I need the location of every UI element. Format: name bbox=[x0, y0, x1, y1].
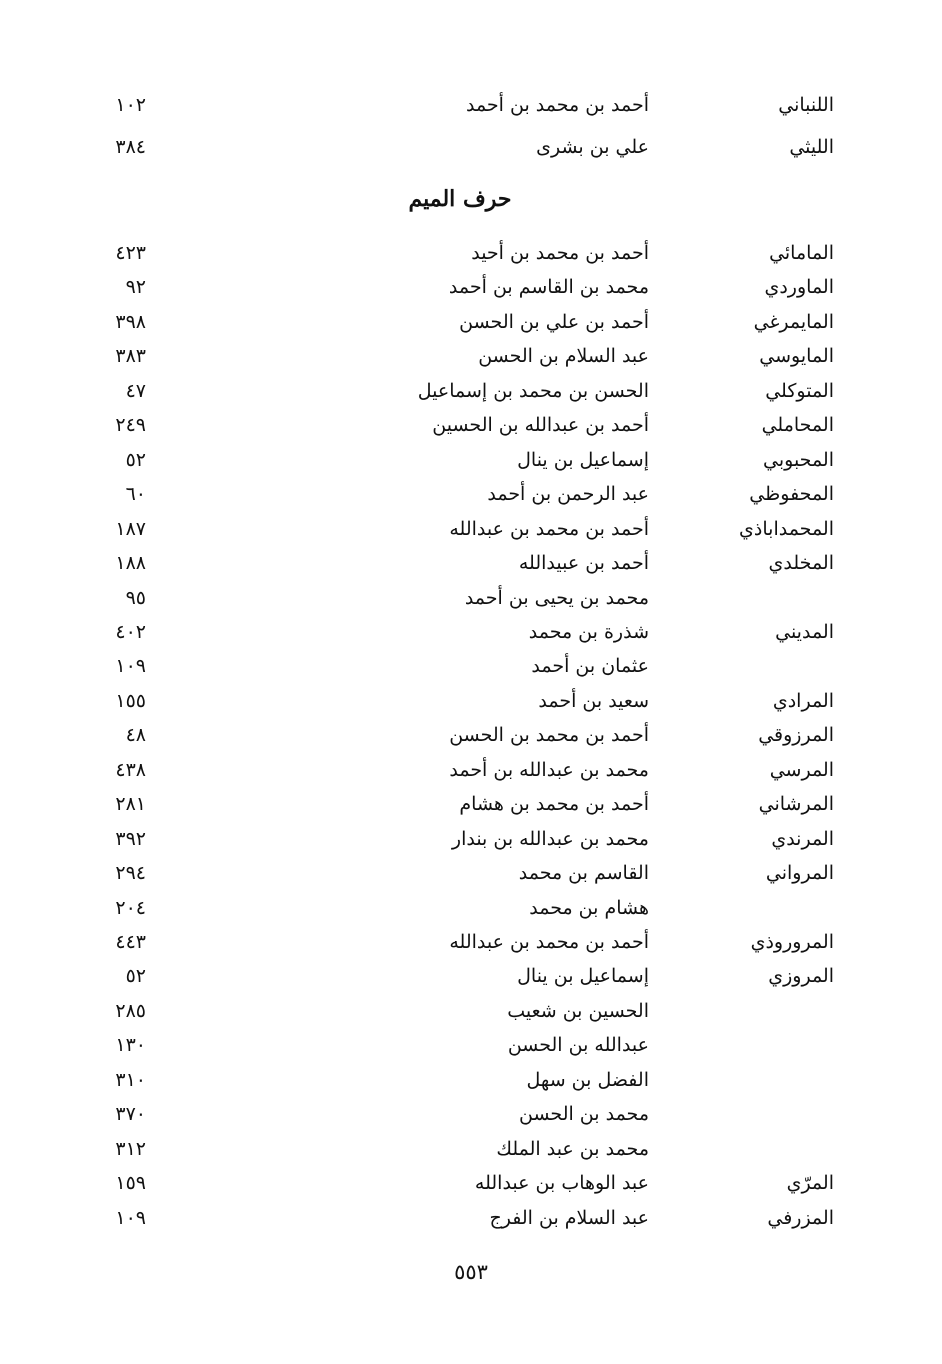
page-reference: ٢٨٥ bbox=[115, 999, 146, 1022]
index-row bbox=[0, 546, 942, 580]
nisba-label bbox=[634, 581, 834, 615]
nisba-label: المايوسي bbox=[759, 345, 834, 368]
page-reference: ٥٢ bbox=[125, 448, 146, 471]
person-name: أحمد بن علي بن الحسن bbox=[459, 310, 649, 333]
person-name: عبدالله بن الحسن bbox=[507, 1034, 649, 1057]
nisba-label: المتوكلي bbox=[765, 379, 834, 402]
index-row bbox=[0, 753, 942, 787]
page-reference: ٤٠٢ bbox=[115, 620, 146, 643]
page-reference: ٢٠٤ bbox=[115, 896, 146, 919]
nisba-label: المخلدي bbox=[768, 552, 834, 575]
index-row bbox=[0, 236, 942, 270]
index-row bbox=[0, 1028, 942, 1062]
nisba-label: المحاملي bbox=[761, 414, 834, 437]
page-reference: ٤٣٨ bbox=[115, 758, 146, 781]
index-row bbox=[0, 718, 942, 752]
nisba-label: المرواني bbox=[765, 862, 834, 885]
index-row bbox=[0, 925, 942, 959]
index-row bbox=[0, 374, 942, 408]
page-reference: ٣٨٣ bbox=[115, 345, 146, 368]
nisba-label bbox=[634, 1097, 834, 1131]
page-number: ٥٥٣ bbox=[454, 1260, 488, 1284]
person-name: سعيد بن أحمد bbox=[538, 689, 649, 712]
person-name: محمد بن القاسم بن أحمد bbox=[448, 276, 649, 299]
person-name: إسماعيل بن ينال bbox=[517, 448, 649, 471]
index-row bbox=[0, 443, 942, 477]
page-reference: ٣٧٠ bbox=[115, 1103, 146, 1126]
person-name: الحسن بن محمد بن إسماعيل bbox=[417, 379, 649, 402]
person-name: عبد السلام بن الفرج bbox=[489, 1206, 649, 1229]
index-row bbox=[0, 787, 942, 821]
page-reference: ٣٩٢ bbox=[115, 827, 146, 850]
person-name: إسماعيل بن ينال bbox=[517, 965, 649, 988]
nisba-label: المرّي bbox=[786, 1172, 834, 1195]
person-name: علي بن بشرى bbox=[536, 136, 649, 158]
person-name: أحمد بن محمد بن أحمد bbox=[465, 94, 649, 116]
person-name: عبد السلام بن الحسن bbox=[478, 345, 649, 368]
index-row bbox=[0, 615, 942, 649]
page-reference: ١٠٩ bbox=[115, 1206, 146, 1229]
page-reference: ٤٤٣ bbox=[115, 931, 146, 953]
index-row bbox=[0, 994, 942, 1028]
nisba-label: المرزوقي bbox=[758, 724, 834, 747]
index-row bbox=[0, 1063, 942, 1097]
page-reference: ٩٢ bbox=[125, 276, 146, 299]
page-reference: ٢٤٩ bbox=[115, 414, 146, 437]
nisba-label: المرشاني bbox=[758, 793, 834, 816]
person-name: أحمد بن محمد بن عبدالله bbox=[449, 931, 649, 953]
page-reference: ٢٩٤ bbox=[115, 862, 146, 885]
index-row bbox=[0, 1132, 942, 1166]
page-reference: ٥٢ bbox=[125, 965, 146, 988]
nisba-label: اللنباني bbox=[778, 94, 834, 116]
index-row bbox=[0, 408, 942, 442]
person-name: محمد بن يحيى بن أحمد bbox=[464, 586, 649, 609]
nisba-label bbox=[634, 649, 834, 683]
nisba-label: الماوردي bbox=[764, 276, 834, 299]
page-reference: ٣١٠ bbox=[115, 1068, 146, 1091]
index-row bbox=[0, 512, 942, 546]
index-row bbox=[0, 822, 942, 856]
person-name: محمد بن الحسن bbox=[519, 1103, 649, 1126]
nisba-label: المزرفي bbox=[767, 1206, 834, 1229]
page-reference: ٣٨٤ bbox=[115, 136, 146, 158]
page-reference: ١٠٩ bbox=[115, 655, 146, 678]
page-reference: ٤٧ bbox=[125, 379, 146, 402]
nisba-label: المامائي bbox=[769, 242, 834, 264]
nisba-label: المروروذي bbox=[750, 931, 834, 953]
person-name: هشام بن محمد bbox=[529, 896, 649, 919]
nisba-label bbox=[634, 1063, 834, 1097]
page-reference: ٩٥ bbox=[125, 586, 146, 609]
section-heading: حرف الميم bbox=[408, 186, 512, 212]
nisba-label bbox=[634, 1132, 834, 1166]
person-name: القاسم بن محمد bbox=[518, 862, 649, 885]
index-row bbox=[0, 649, 942, 683]
page-reference: ٢٨١ bbox=[115, 793, 146, 816]
person-name: شذرة بن محمد bbox=[528, 620, 649, 643]
person-name: عبد الوهاب بن عبدالله bbox=[474, 1172, 649, 1195]
nisba-label: المحمداباذي bbox=[739, 517, 834, 540]
page-reference: ١٠٢ bbox=[115, 94, 146, 116]
page-reference: ١٥٥ bbox=[115, 689, 146, 712]
person-name: عثمان بن أحمد bbox=[531, 655, 649, 678]
nisba-label: الليثي bbox=[789, 136, 834, 158]
page-reference: ٦٠ bbox=[125, 483, 146, 506]
index-row bbox=[0, 581, 942, 615]
nisba-label bbox=[634, 891, 834, 925]
index-row bbox=[0, 856, 942, 890]
person-name: أحمد بن محمد بن أحيد bbox=[471, 242, 649, 264]
page-reference: ٤٢٣ bbox=[115, 242, 146, 264]
index-row bbox=[0, 1201, 942, 1235]
index-row bbox=[0, 684, 942, 718]
nisba-label bbox=[634, 1028, 834, 1062]
person-name: محمد بن عبدالله بن أحمد bbox=[449, 758, 649, 781]
index-row bbox=[0, 891, 942, 925]
nisba-label: المديني bbox=[775, 620, 834, 643]
nisba-label bbox=[634, 994, 834, 1028]
person-name: أحمد بن محمد بن الحسن bbox=[449, 724, 649, 747]
index-row bbox=[0, 130, 942, 164]
person-name: الفضل بن سهل bbox=[526, 1068, 649, 1091]
page-reference: ١٨٨ bbox=[115, 552, 146, 575]
person-name: أحمد بن عبدالله بن الحسين bbox=[432, 414, 649, 437]
nisba-label: المروزي bbox=[768, 965, 834, 988]
index-row bbox=[0, 88, 942, 122]
page-reference: ١٨٧ bbox=[115, 517, 146, 540]
page-reference: ١٥٩ bbox=[115, 1172, 146, 1195]
page-reference: ٣١٢ bbox=[115, 1137, 146, 1160]
page-reference: ٣٩٨ bbox=[115, 310, 146, 333]
nisba-label: المرسي bbox=[769, 758, 834, 781]
person-name: أحمد بن محمد بن عبدالله bbox=[449, 517, 649, 540]
nisba-label: المايمرغي bbox=[753, 310, 834, 333]
index-row bbox=[0, 1166, 942, 1200]
nisba-label: المحفوظي bbox=[749, 483, 834, 506]
person-name: محمد بن عبدالله بن بندار bbox=[451, 827, 649, 850]
index-row bbox=[0, 339, 942, 373]
person-name: محمد بن عبد الملك bbox=[496, 1137, 649, 1160]
person-name: الحسين بن شعيب bbox=[507, 999, 649, 1022]
index-row bbox=[0, 959, 942, 993]
person-name: أحمد بن عبيدالله bbox=[518, 552, 649, 575]
index-row bbox=[0, 1097, 942, 1131]
person-name: عبد الرحمن بن أحمد bbox=[487, 483, 649, 506]
person-name: أحمد بن محمد بن هشام bbox=[459, 793, 649, 816]
page-reference: ١٣٠ bbox=[115, 1034, 146, 1057]
index-row bbox=[0, 270, 942, 304]
nisba-label: المرادي bbox=[772, 689, 834, 712]
nisba-label: المحبوبي bbox=[763, 448, 834, 471]
page-reference: ٤٨ bbox=[125, 724, 146, 747]
index-row bbox=[0, 477, 942, 511]
index-row bbox=[0, 305, 942, 339]
nisba-label: المرندي bbox=[771, 827, 834, 850]
